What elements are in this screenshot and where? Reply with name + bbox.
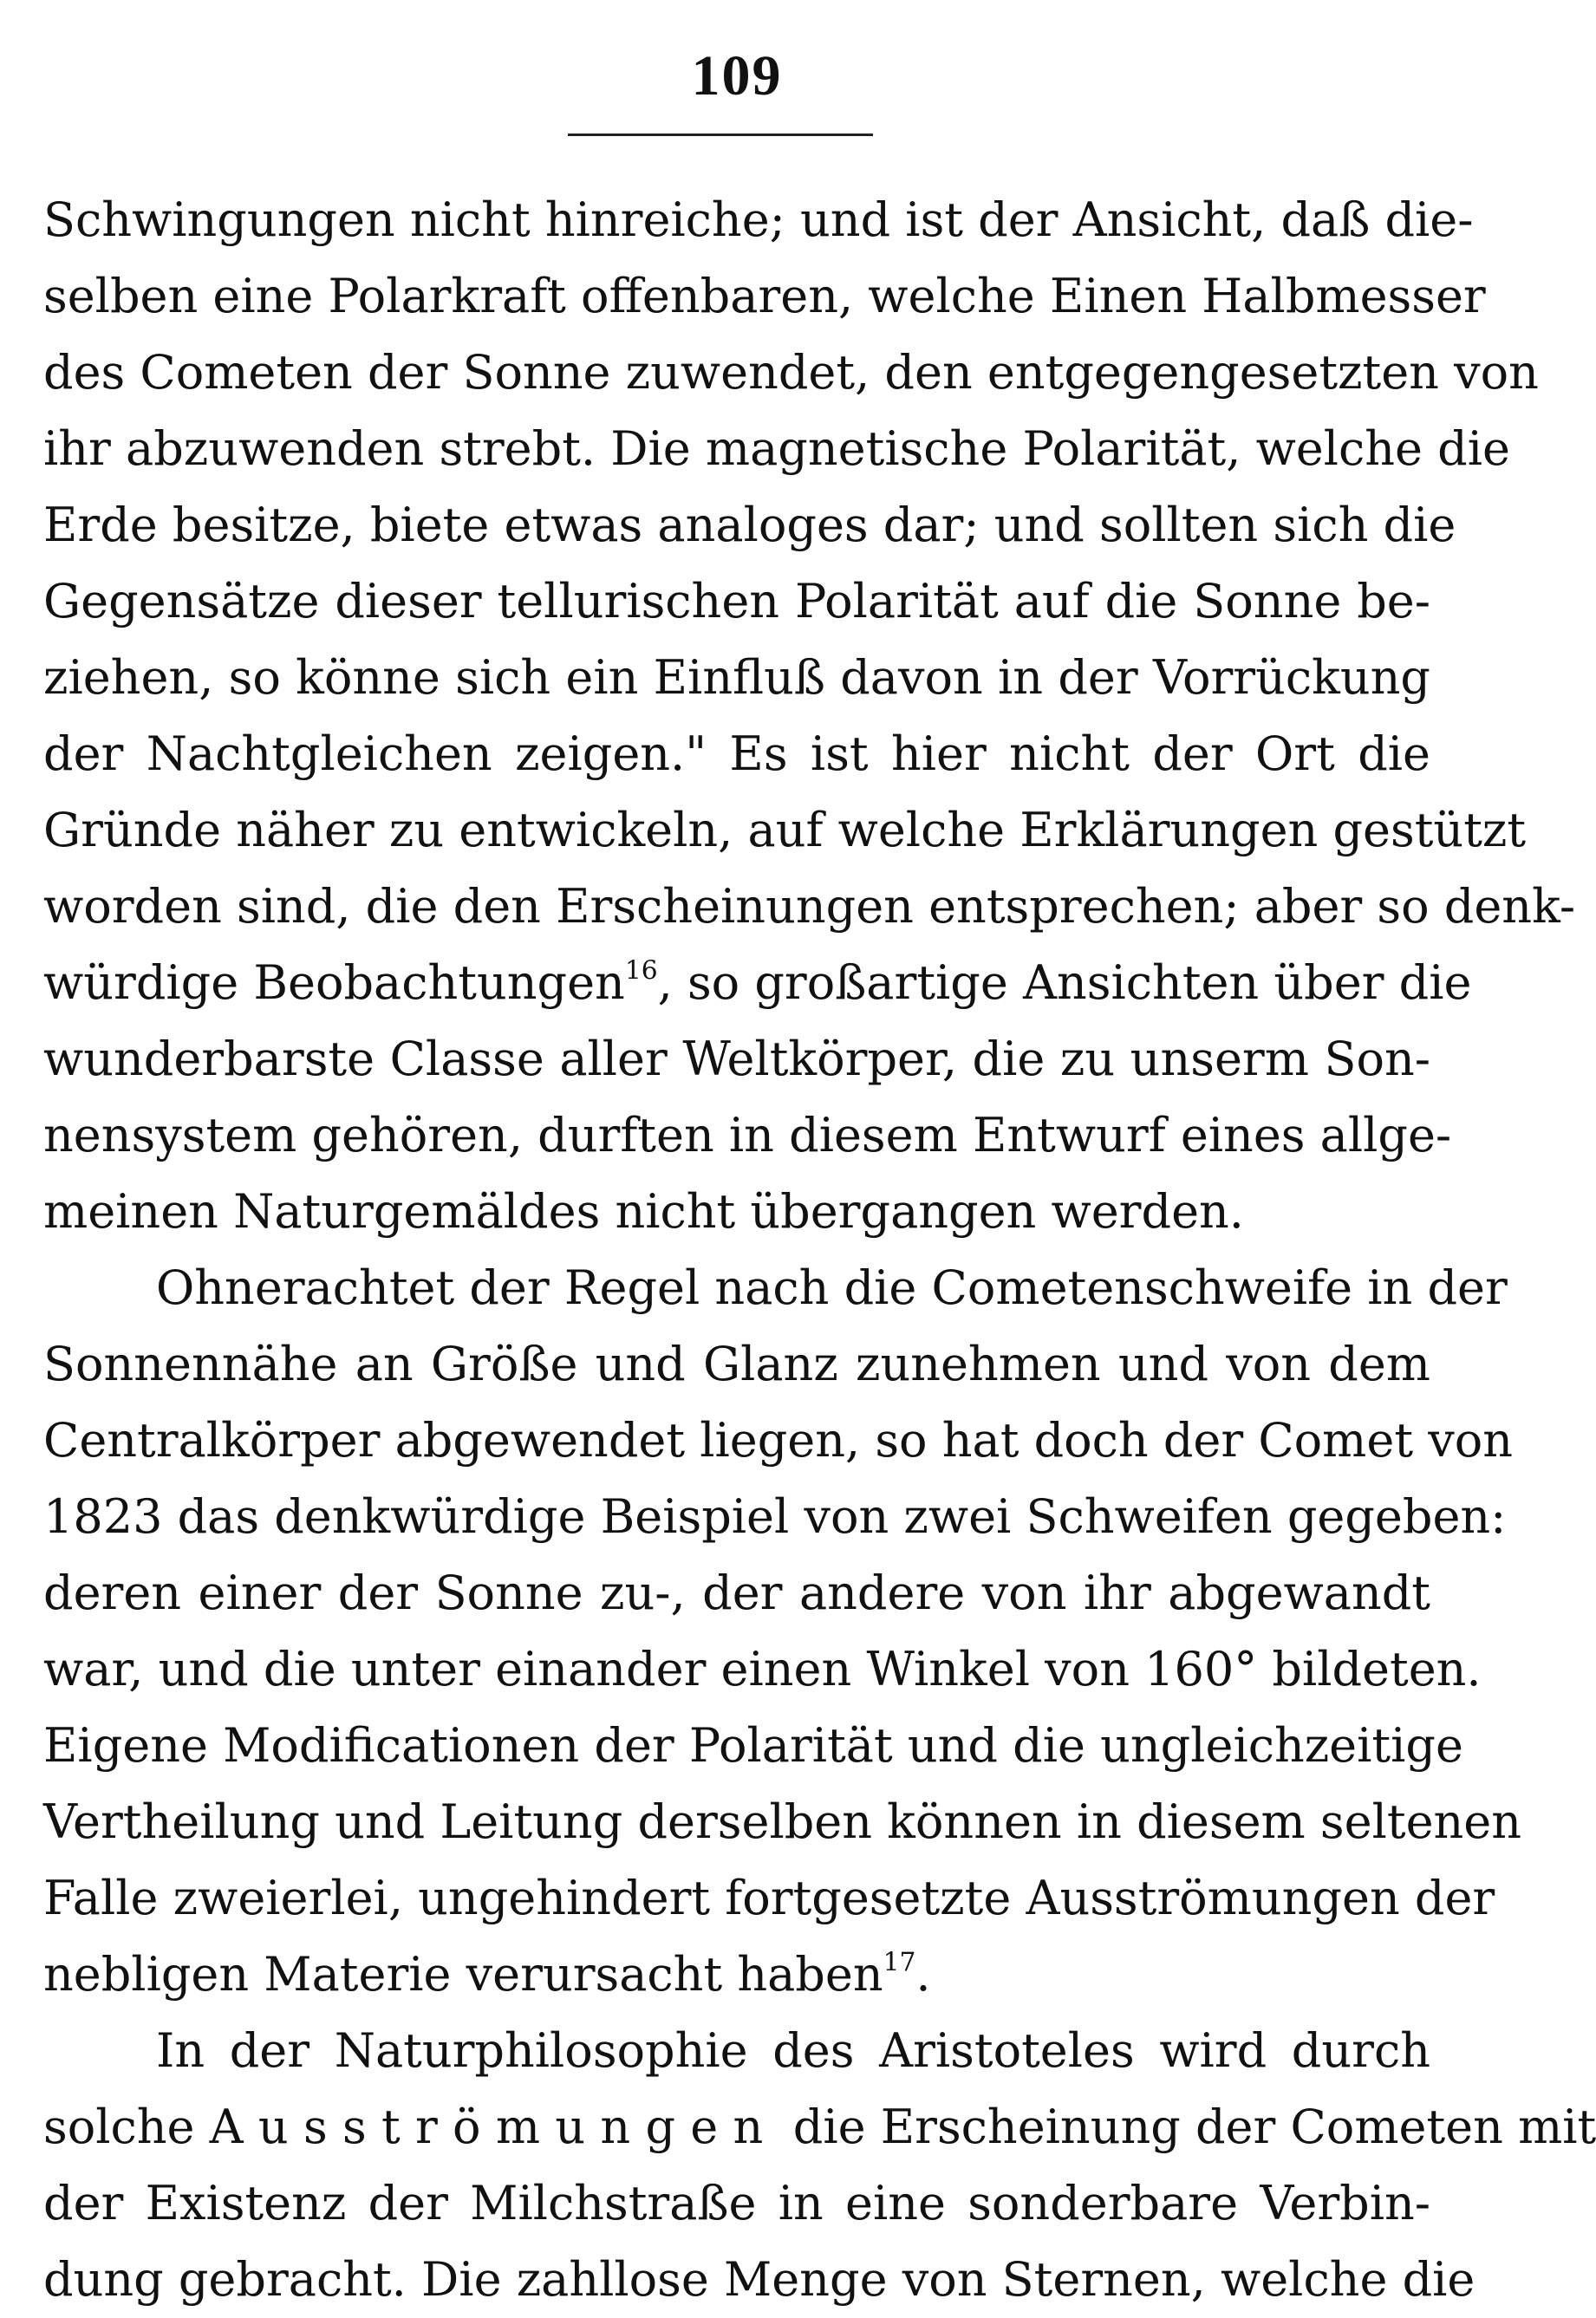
text-line xyxy=(43,2165,1430,2242)
text-line xyxy=(43,1937,1430,2013)
footnote-ref: 16 xyxy=(624,955,658,986)
text-run: selben eine Polarkraft offenbaren, welche Einen Halbmesser xyxy=(43,269,1486,323)
text-line xyxy=(43,640,1430,716)
text-line xyxy=(43,1479,1507,1555)
body-text xyxy=(43,182,1596,2318)
text-run: der Nachtgleichen zeigen." Es ist hier nicht der Ort die xyxy=(43,726,1430,781)
text-line xyxy=(43,1174,1430,1250)
text-run: Centralkörper abgewendet liegen, so hat doch der Comet von xyxy=(43,1413,1513,1468)
text-line xyxy=(43,1784,1522,1860)
text-line xyxy=(43,792,1527,869)
text-run: , so großartige Ansichten über die xyxy=(657,955,1472,1010)
text-run: nensystem gehören, durften in diesem Entwurf eines allge- xyxy=(43,1108,1452,1162)
text-line xyxy=(43,945,1472,1021)
text-line xyxy=(43,1326,1430,1403)
footnote-ref: 17 xyxy=(883,1947,916,1978)
text-run: worden sind, die den Erscheinungen entsprechen; aber so denk- xyxy=(43,879,1576,934)
text-line xyxy=(43,869,1576,945)
text-line xyxy=(43,1555,1430,1631)
text-run: meinen Naturgemäldes nicht übergangen werden. xyxy=(43,1184,1244,1239)
text-run: wunderbarste Classe aller Weltkörper, die zu unserm Son- xyxy=(43,1032,1430,1086)
text-run: Falle zweierlei, ungehindert fortgesetzte Ausströmungen der xyxy=(43,1871,1495,1925)
text-line xyxy=(43,1631,1482,1708)
text-run: war, und die unter einander einen Winkel von 160° bildeten. xyxy=(43,1642,1482,1696)
text-run: solche xyxy=(43,2100,195,2154)
text-line xyxy=(43,487,1456,563)
text-line xyxy=(43,1708,1463,1784)
text-line xyxy=(43,411,1510,487)
text-line xyxy=(43,2242,1475,2318)
text-run: deren einer der Sonne zu-, der andere von ihr abgewandt xyxy=(43,1566,1430,1620)
text-run: 1823 das denkwürdige Beispiel von zwei Schweifen gegeben: xyxy=(43,1489,1507,1544)
text-run: Eigene Modificationen der Polarität und die ungleichzeitige xyxy=(43,1718,1463,1773)
text-run: Schwingungen nicht hinreiche; und ist der Ansicht, daß die- xyxy=(43,192,1474,247)
text-run: ziehen, so könne sich ein Einfluß davon in der Vorrückung xyxy=(43,650,1430,705)
text-line xyxy=(43,1860,1495,1937)
text-run: In der Naturphilosophie des Aristoteles wird durch xyxy=(156,2023,1430,2078)
text-run: Ohnerachtet der Regel nach die Cometenschweife in der xyxy=(156,1260,1508,1315)
text-run: Gründe näher zu entwickeln, auf welche Erklärungen gestützt xyxy=(43,803,1527,857)
text-run: Gegensätze dieser tellurischen Polarität auf die Sonne be- xyxy=(43,574,1430,628)
text-run: . xyxy=(915,1947,931,2002)
text-line xyxy=(43,563,1430,640)
text-line xyxy=(43,1250,1508,1326)
text-run: Vertheilung und Leitung derselben können in diesem seltenen xyxy=(43,1794,1522,1849)
text-run: Sonnennähe an Größe und Glanz zunehmen und von dem xyxy=(43,1337,1430,1391)
text-run: würdige Beobachtungen xyxy=(43,955,625,1010)
text-line xyxy=(43,1021,1430,1097)
text-line xyxy=(43,716,1430,792)
text-line xyxy=(43,258,1486,335)
text-run: ihr abzuwenden strebt. Die magnetische Polarität, welche die xyxy=(43,421,1510,476)
text-line xyxy=(43,335,1539,411)
header-rule xyxy=(568,133,873,136)
text-run: die Erscheinung der Cometen mit xyxy=(792,2100,1596,2154)
emphasis-spaced: Ausströmungen xyxy=(209,2100,778,2154)
text-line xyxy=(43,1097,1452,1174)
text-run: der Existenz der Milchstraße in eine sonderbare Verbin- xyxy=(43,2176,1430,2230)
text-line xyxy=(43,2089,1596,2165)
text-run: dung gebracht. Die zahllose Menge von Sternen, welche die xyxy=(43,2252,1475,2307)
text-run: Erde besitze, biete etwas analoges dar; und sollten sich die xyxy=(43,498,1456,552)
text-run: nebligen Materie verursacht haben xyxy=(43,1947,883,2002)
text-line xyxy=(43,182,1474,258)
page-number: 109 xyxy=(691,44,783,107)
text-run: des Cometen der Sonne zuwendet, den entgegengesetzten von xyxy=(43,345,1539,400)
text-line xyxy=(43,2013,1430,2089)
text-line xyxy=(43,1403,1513,1479)
